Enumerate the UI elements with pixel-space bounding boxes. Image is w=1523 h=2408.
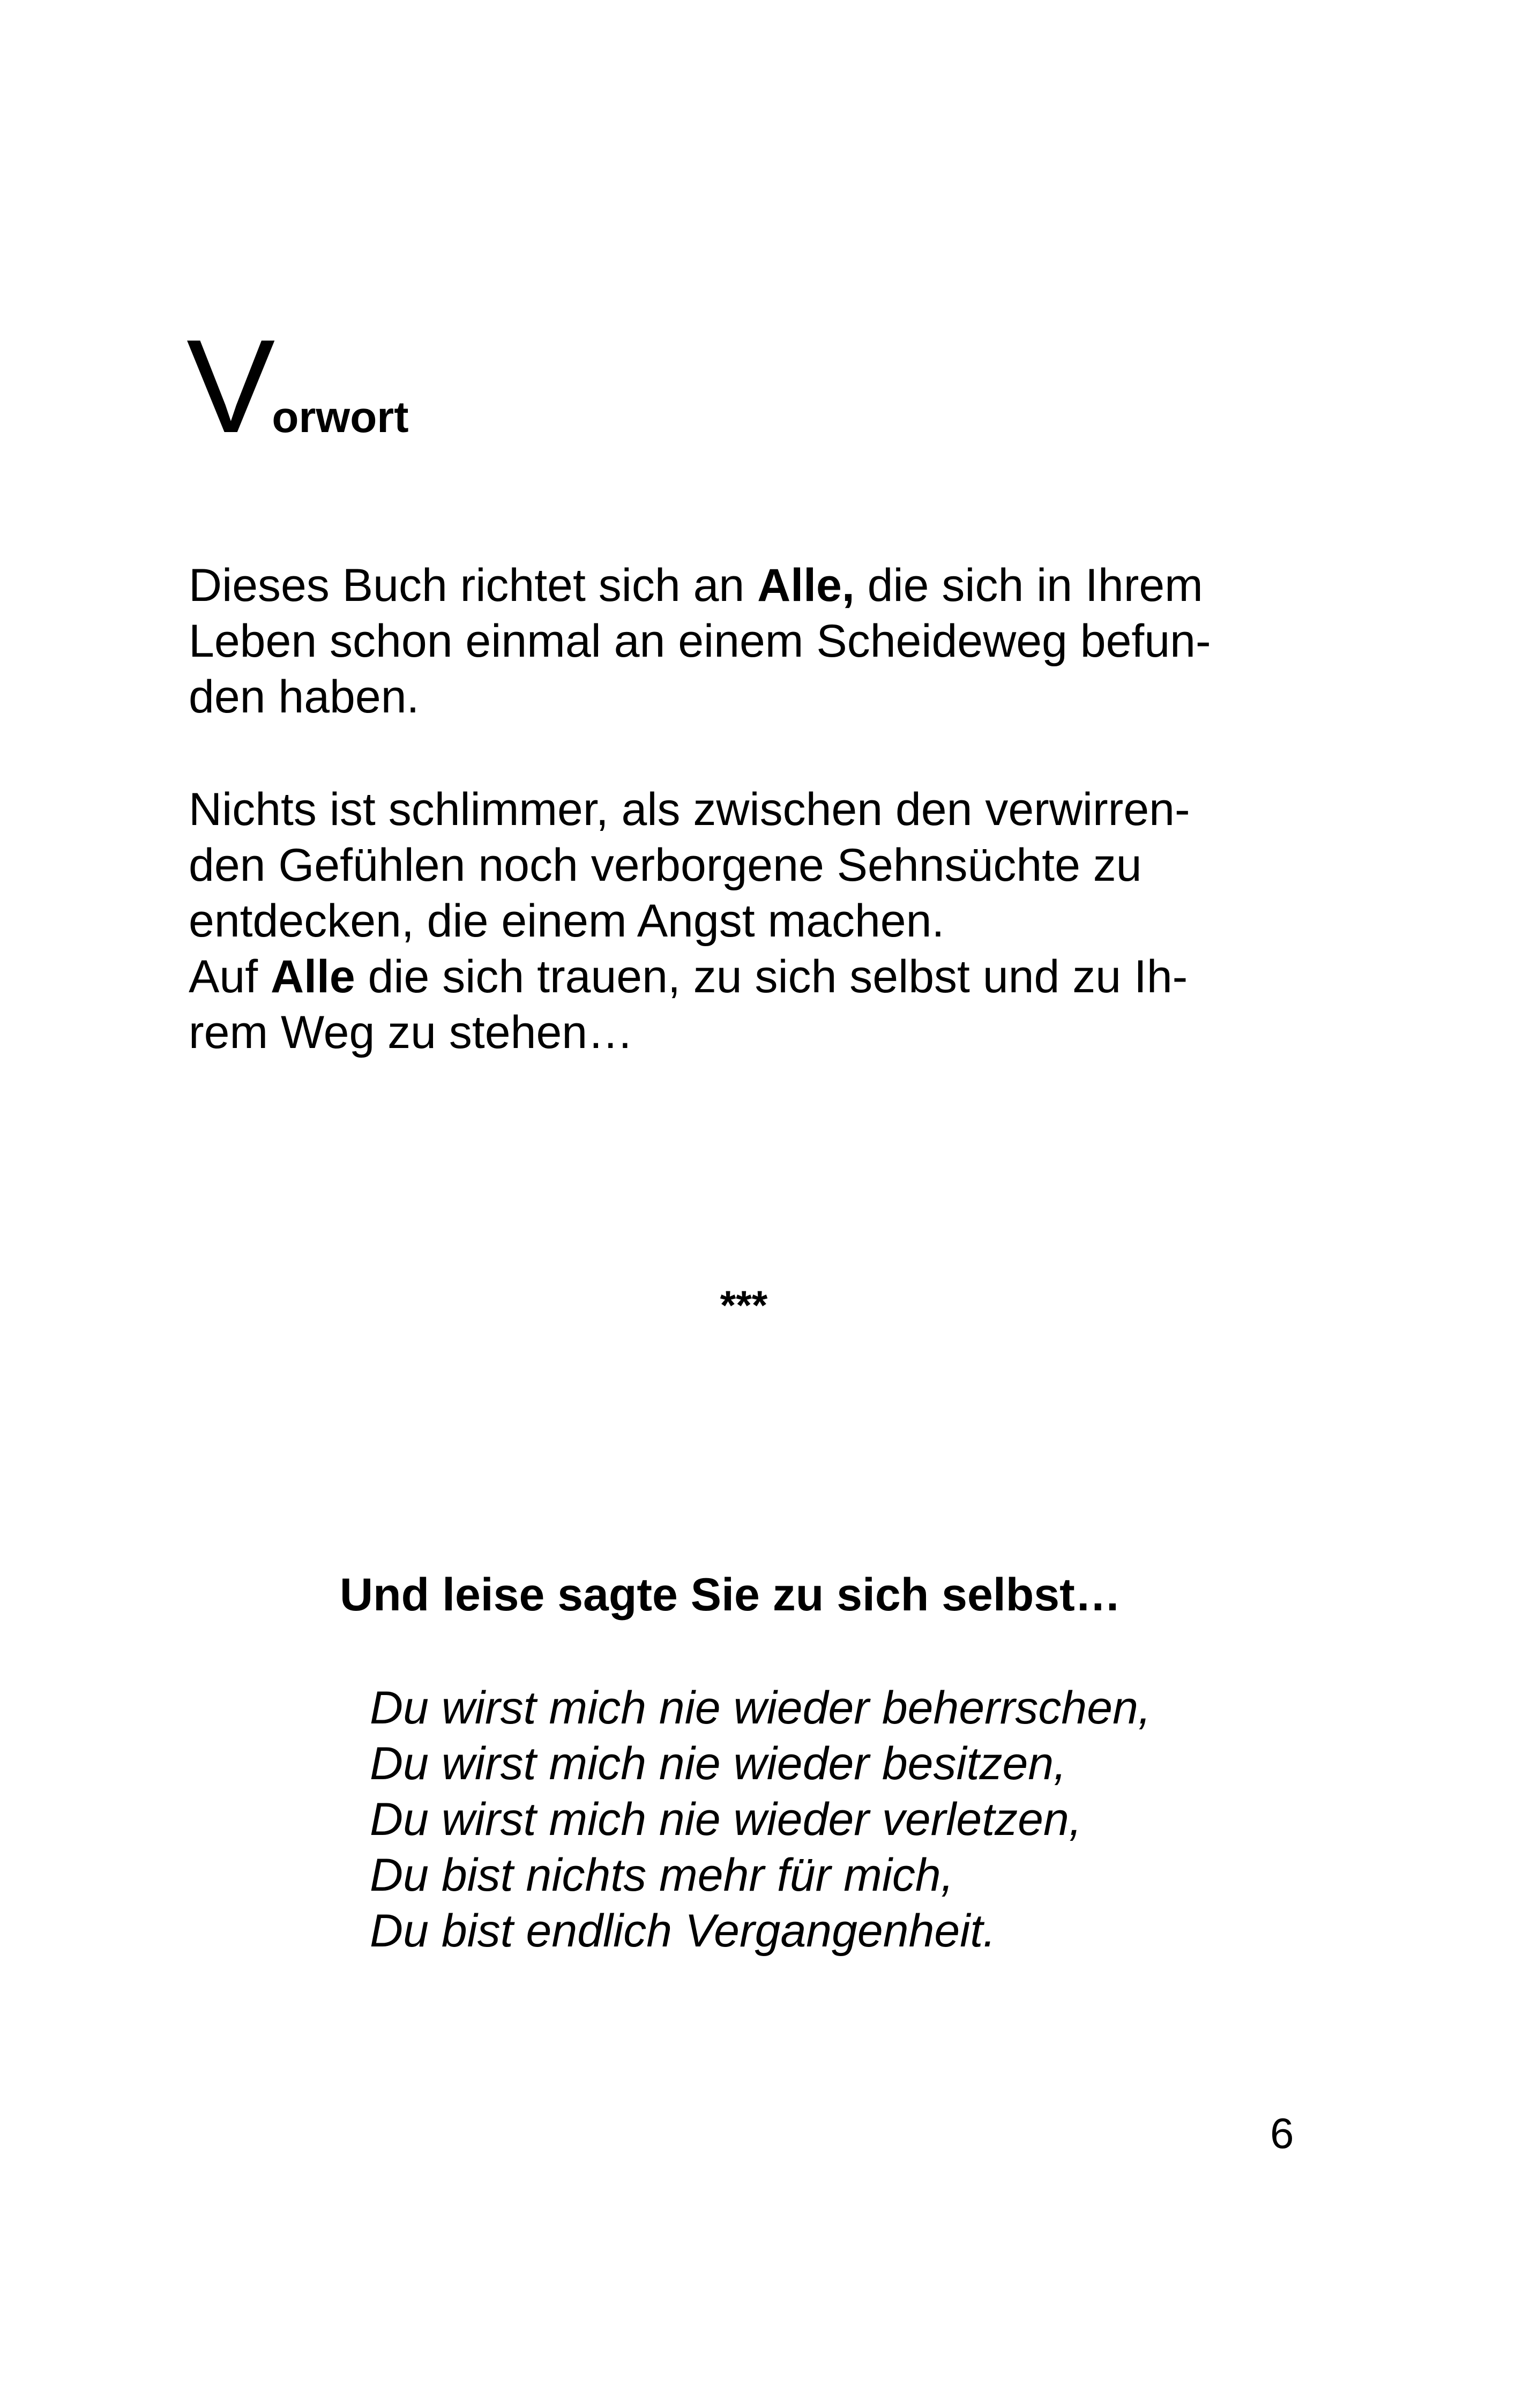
paragraph-line: Nichts ist schlimmer, als zwischen den verwirren- <box>189 784 1190 835</box>
poem-line: Du wirst mich nie wieder beherrschen, <box>370 1682 1151 1734</box>
text-segment: Auf <box>189 951 271 1002</box>
intro-paragraph-2 <box>189 782 1190 1060</box>
text-segment: die sich trauen, zu sich selbst und zu Ih- <box>355 951 1188 1002</box>
poem-line: Du bist nichts mehr für mich, <box>370 1849 954 1901</box>
paragraph-line <box>189 949 1190 1005</box>
text-segment: Dieses Buch richtet sich an <box>189 560 758 611</box>
heading-rest: orwort <box>272 393 409 442</box>
page-number: 6 <box>1270 2109 1294 2157</box>
poem-title: Und leise sagte Sie zu sich selbst… <box>340 1569 1121 1621</box>
heading-initial-letter: V <box>186 311 275 460</box>
emphasis-alle: Alle <box>270 951 355 1002</box>
paragraph-line: den haben. <box>189 671 420 723</box>
paragraph-line <box>189 558 1211 613</box>
paragraph-line: den Gefühlen noch verborgene Sehnsüchte zu <box>189 839 1142 891</box>
poem-line: Du wirst mich nie wieder besitzen, <box>370 1738 1067 1789</box>
chapter-heading <box>186 311 409 460</box>
poem-line: Du wirst mich nie wieder verletzen, <box>370 1794 1082 1845</box>
intro-paragraph-1 <box>189 558 1211 725</box>
text-segment: die sich in Ihrem <box>854 560 1203 611</box>
paragraph-line: Leben schon einmal an einem Scheideweg befun- <box>189 615 1211 667</box>
paragraph-line: entdecken, die einem Angst machen. <box>189 895 945 947</box>
poem-line: Du bist endlich Vergangenheit. <box>370 1905 996 1957</box>
poem-body <box>370 1680 1151 1959</box>
paragraph-line: rem Weg zu stehen… <box>189 1007 634 1058</box>
emphasis-alle: Alle, <box>757 560 855 611</box>
section-separator: *** <box>720 1283 768 1328</box>
